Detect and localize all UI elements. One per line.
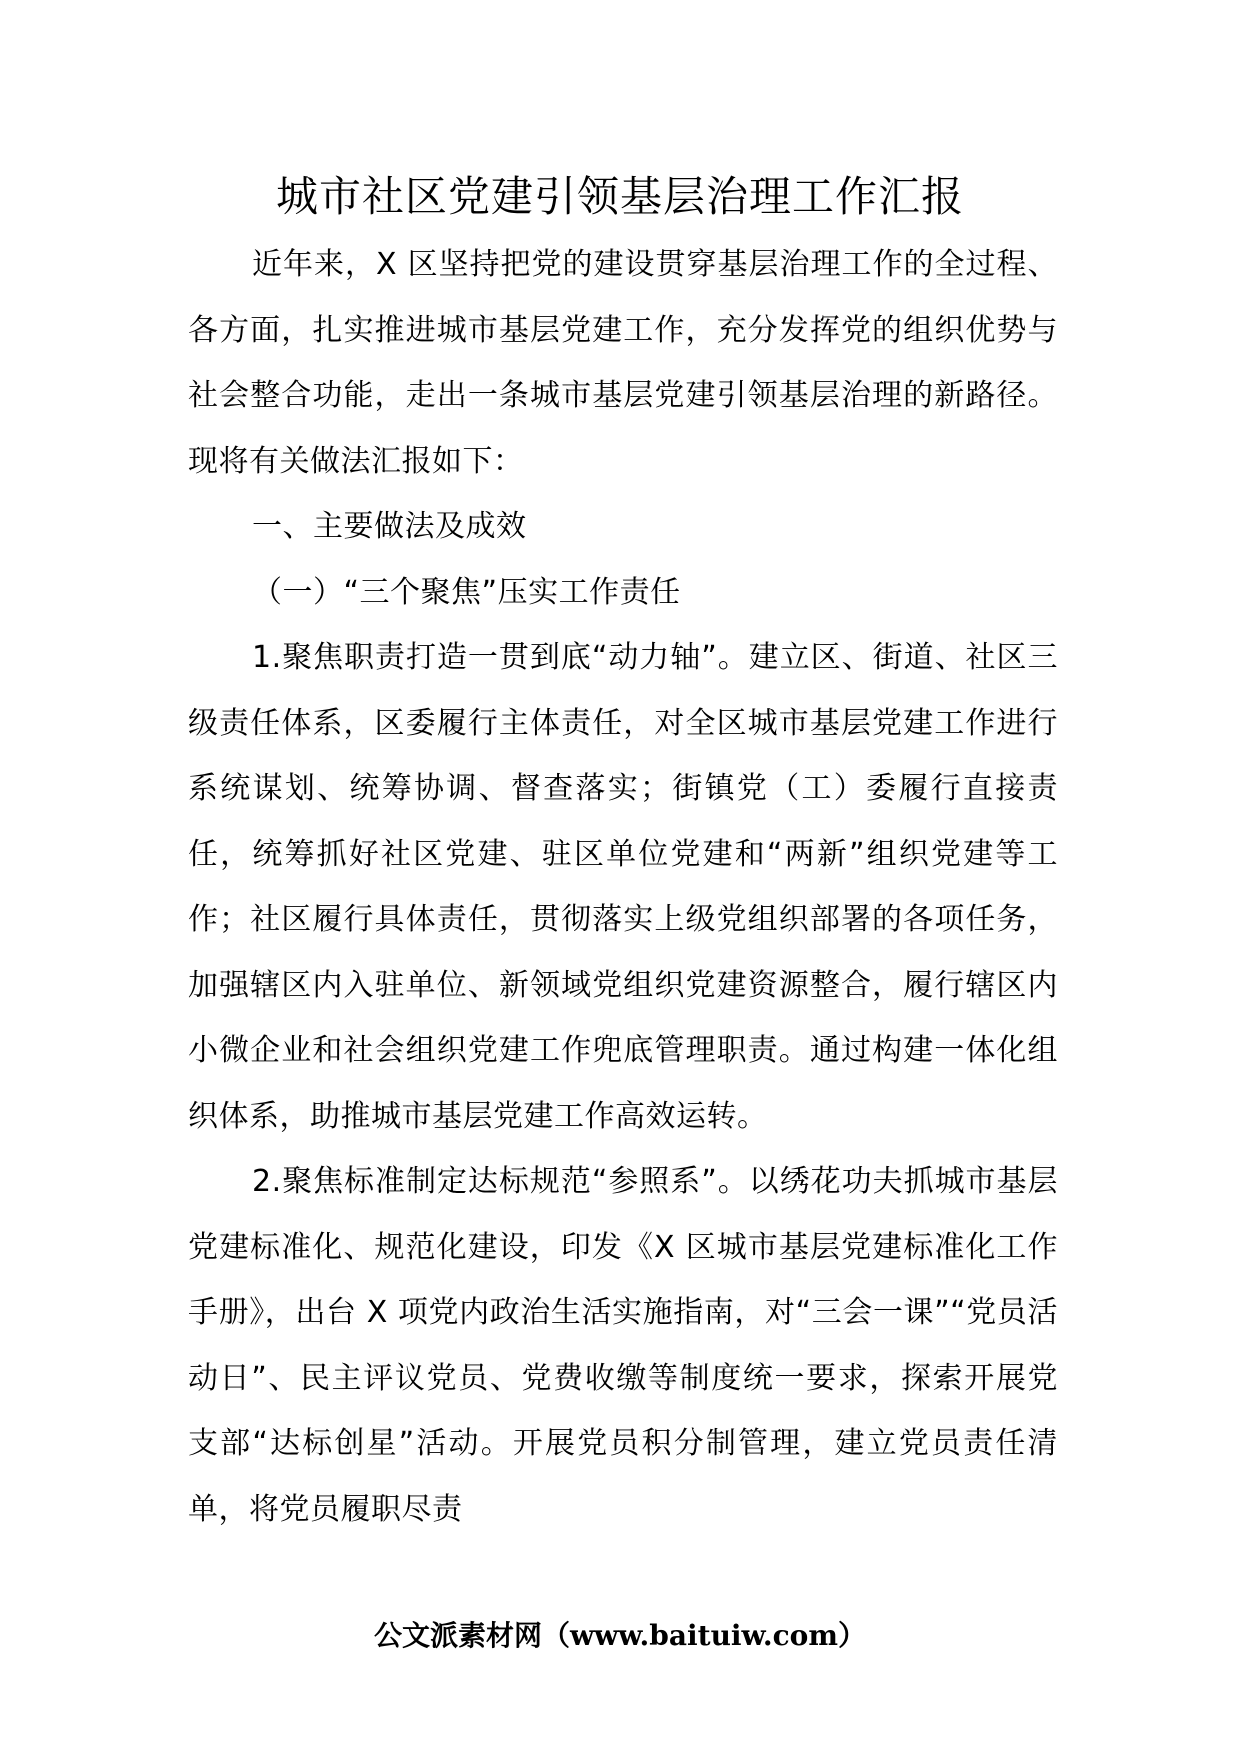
section-heading: 一、主要做法及成效 (252, 509, 527, 544)
paragraph-item-2: 2.聚焦标准制定达标规范“参照系”。以绣花功夫抓城市基层党建标准化、规范化建设，印发《X 区城市基层党建标准化工作手册》，出台 X 项党内政治生活实施指南，对“三会一课”“党员活动日”、民主评议党员、党费收缴等制度统一要求，探索开展党支部“达标创星”活动。开展党员积分制管理，建立党员责任清单，将党员履职尽责 (188, 1164, 1058, 1527)
paragraph-intro: 近年来，X 区坚持把党的建设贯穿基层治理工作的全过程、各方面，扎实推进城市基层党建工作，充分发挥党的组织优势与社会整合功能，走出一条城市基层党建引领基层治理的新路径。现将有关做法汇报如下： (188, 247, 1058, 479)
paragraph-item-1: 1.聚焦职责打造一贯到底“动力轴”。建立区、街道、社区三级责任体系，区委履行主体责任，对全区城市基层党建工作进行系统谋划、统筹协调、督查落实；街镇党（工）委履行直接责任，统筹抓好社区党建、驻区单位党建和“两新”组织党建等工作；社区履行具体责任，贯彻落实上级党组织部署的各项任务，加强辖区内入驻单位、新领域党组织党建资源整合，履行辖区内小微企业和社会组织党建工作兜底管理职责。通过构建一体化组织体系，助推城市基层党建工作高效运转。 (188, 640, 1058, 1134)
footer-watermark: 公文派素材网（www.baituiw.com） (374, 1619, 866, 1652)
document-body (188, 232, 1058, 1542)
subsection-heading: （一）“三个聚焦”压实工作责任 (252, 574, 681, 610)
document-title: 城市社区党建引领基层治理工作汇报 (275, 172, 964, 221)
